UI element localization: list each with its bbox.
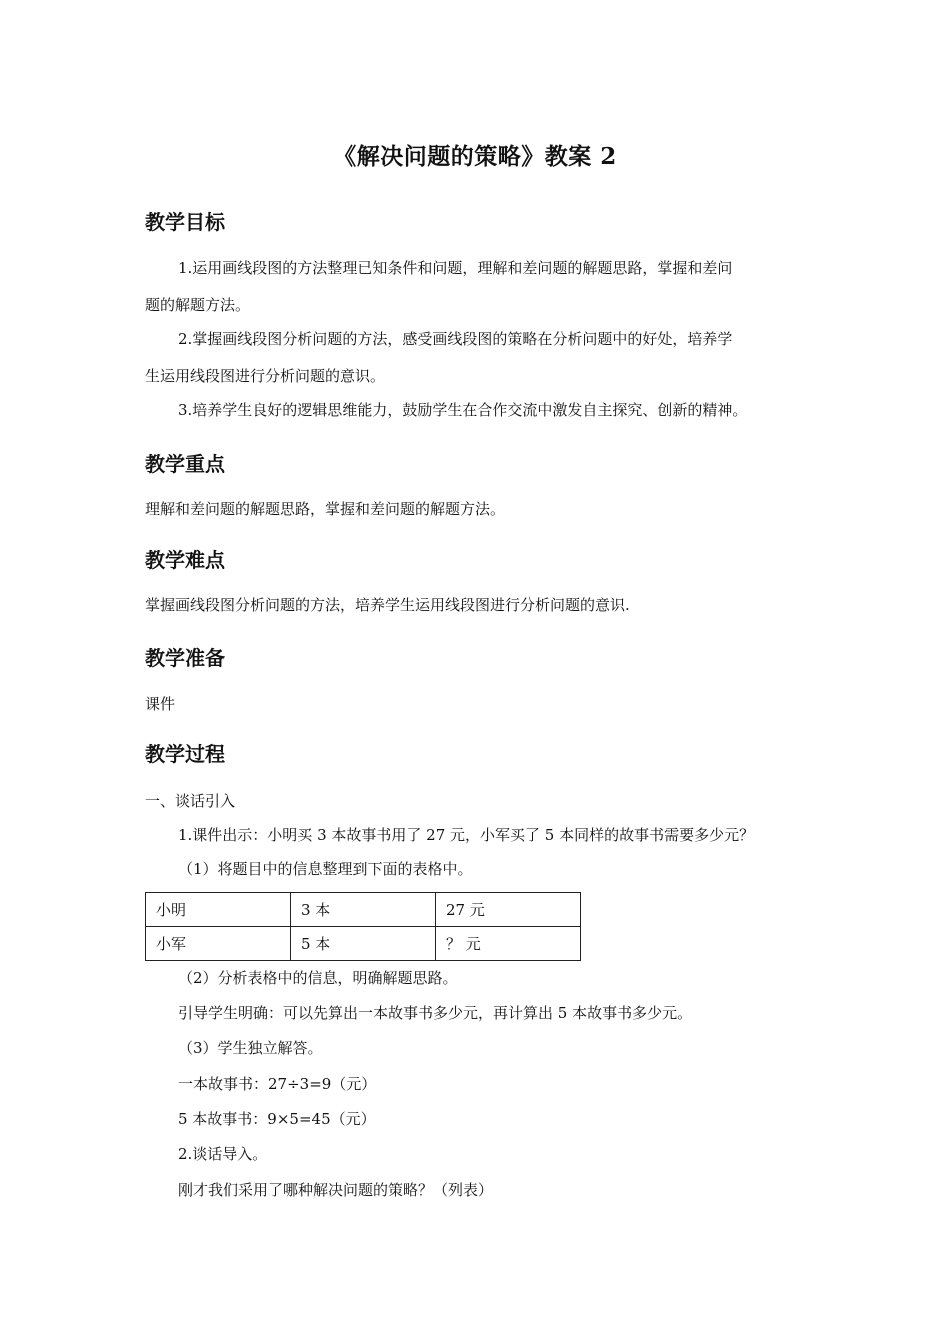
goal-line-4: 生运用线段图进行分析问题的意识。 [145,367,386,385]
heading-preparation: 教学准备 [145,646,225,670]
goal-line-2: 题的解题方法。 [145,296,251,314]
key-points-text: 理解和差问题的解题思路，掌握和差问题的解题方法。 [145,500,506,518]
heading-process: 教学过程 [145,742,225,766]
table-cell: 27 元 [436,893,581,927]
table-cell: 3 本 [291,893,436,927]
process-part-1: 一、谈话引入 [145,792,236,810]
process-question: 刚才我们采用了哪种解决问题的策略？（列表） [178,1181,494,1199]
goal-line-3: 2.掌握画线段图分析问题的方法，感受画线段图的策略在分析问题中的好处，培养学 [178,330,733,348]
process-step-1: （1）将题目中的信息整理到下面的表格中。 [178,860,473,878]
difficulties-text: 掌握画线段图分析问题的方法，培养学生运用线段图进行分析问题的意识. [145,596,630,614]
process-step-2: （2）分析表格中的信息，明确解题思路。 [178,969,458,987]
heading-difficulties: 教学难点 [145,548,225,572]
table-cell: 小军 [146,927,291,961]
preparation-text: 课件 [145,695,176,713]
heading-teaching-goals: 教学目标 [145,210,225,234]
process-step-3: （3）学生独立解答。 [178,1039,323,1057]
table-cell: ？ 元 [436,927,581,961]
process-calc-2: 5 本故事书：9×5=45（元） [178,1110,376,1128]
process-calc-1: 一本故事书：27÷3=9（元） [178,1075,377,1093]
process-item-2: 2.谈话导入。 [178,1145,268,1163]
heading-key-points: 教学重点 [145,452,225,476]
table-row [146,927,581,961]
info-table [145,892,581,961]
table-cell: 5 本 [291,927,436,961]
document-title: 《解决问题的策略》教案 2 [333,143,617,170]
goal-line-1: 1.运用画线段图的方法整理已知条件和问题，理解和差问题的解题思路，掌握和差问 [178,259,733,277]
goal-line-5: 3.培养学生良好的逻辑思维能力，鼓励学生在合作交流中激发自主探究、创新的精神。 [178,401,748,419]
process-guide: 引导学生明确：可以先算出一本故事书多少元，再计算出 5 本故事书多少元。 [178,1004,693,1022]
table-cell: 小明 [146,893,291,927]
process-item-1: 1.课件出示：小明买 3 本故事书用了 27 元，小军买了 5 本同样的故事书需要多少元？ [178,826,755,844]
table-row [146,893,581,927]
